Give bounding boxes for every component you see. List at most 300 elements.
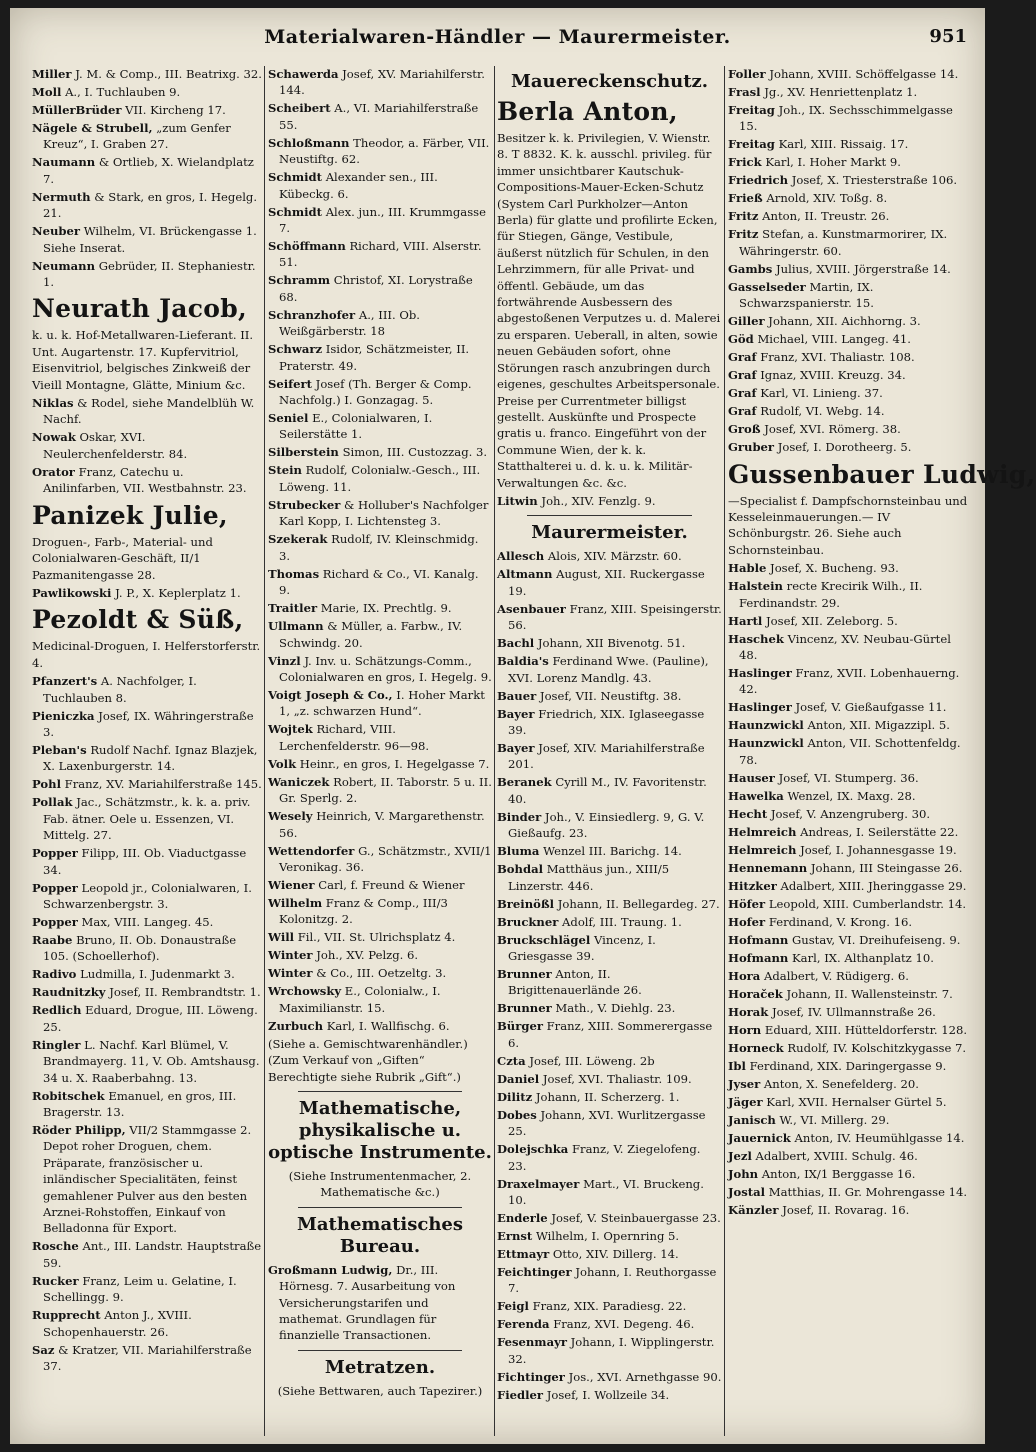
entry-name: Neumann (32, 258, 96, 273)
entry-details: Arnold, XIV. Toßg. 8. (766, 191, 888, 206)
directory-entry (728, 1076, 968, 1092)
directory-entry (497, 601, 722, 634)
directory-entry (32, 585, 262, 601)
column-2 (268, 66, 492, 1436)
directory-entry (728, 1004, 968, 1020)
entry-name: Hable (728, 561, 767, 576)
entry-name: Daniel (497, 1071, 540, 1086)
featured-firm-description: —Specialist f. Dampfschornsteinbau und Kesseleinmauerungen.— IV Schönburgstr. 26. Siehe auch Schornsteinbau. (728, 493, 968, 557)
entry-name: Fritz (728, 227, 759, 242)
directory-entry (268, 965, 492, 981)
directory-entry (728, 806, 968, 822)
entry-details: Josef, II. Rovarag. 16. (782, 1202, 910, 1217)
directory-entry (497, 706, 722, 739)
entry-name: Miller (32, 67, 72, 81)
entry-details: Marie, IX. Prechtlg. 9. (320, 601, 452, 616)
entry-name: Bürger (497, 1019, 543, 1034)
entry-details: Josef, XVI. Römerg. 38. (764, 422, 901, 437)
directory-entry (497, 861, 722, 894)
entry-details: J. P., X. Keplerplatz 1. (115, 585, 241, 600)
directory-entry (32, 102, 262, 118)
entry-details: Anton, VII. Schottenfeldg. 78. (739, 736, 961, 767)
entry-name: Neuber (32, 224, 80, 239)
directory-entry (728, 842, 968, 858)
entry-name: Popper (32, 880, 78, 895)
entry-name: Gambs (728, 261, 773, 276)
directory-entry (268, 756, 492, 772)
entry-details: Richard & Co., VI. Kanalg. 9. (279, 566, 479, 598)
directory-entry (728, 968, 968, 984)
directory-page (10, 8, 1036, 1444)
directory-entry (728, 208, 968, 224)
section-note: (Siehe Bettwaren, auch Tapezirer.) (277, 1383, 483, 1398)
entry-name: Pieniczka (32, 708, 95, 723)
entry-details: Jg., XV. Henriettenplatz 1. (764, 85, 918, 99)
featured-firm-description: Droguen-, Farb-, Material- und Colonialwaren-Geschäft, II/1 Pazmanitengasse 28. (32, 534, 213, 582)
directory-entry (268, 66, 492, 99)
entry-name: Nowak (32, 430, 76, 445)
featured-firm-description: k. u. k. Hof-Metallwaren-Lieferant. II. Unt. Augartenstr. 17. Kupfervitriol, Eisenvitriol, belgisches Zinkweiß der Vieill Montagne, Glätte, Minium &c. (32, 328, 254, 392)
entry-name: Moll (32, 85, 62, 99)
entry-details: & Rodel, siehe Mandelblüh W. Nachf. (43, 396, 255, 427)
directory-entry (497, 688, 722, 704)
directory-entry (497, 1387, 722, 1403)
entry-details: Michael, VIII. Langeg. 41. (757, 332, 911, 347)
entry-details: J. M. & Comp., III. Beatrixg. 32. (75, 67, 262, 81)
entry-details: Anton, X. Senefelderg. 20. (763, 1076, 919, 1091)
entry-name: John (728, 1166, 759, 1181)
entry-details: Wilhelm, VI. Brückengasse 1. Siehe Inserat. (43, 224, 257, 255)
entry-details: Johann, I. Wipplingerstr. 32. (508, 1335, 715, 1366)
directory-entry (268, 204, 492, 237)
entry-name: Dilitz (497, 1089, 533, 1104)
entry-name: Schmidt (268, 170, 322, 185)
entry-details: Alex. jun., III. Krummgasse 7. (279, 204, 486, 236)
column-1 (32, 66, 262, 1436)
entry-details: Josef, II. Rembrandtstr. 1. (109, 985, 261, 1000)
directory-entry (32, 258, 262, 291)
entry-details: Oskar, XVI. Neulerchenfelderstr. 84. (43, 430, 188, 461)
featured-firm-name: Neurath Jacob, (32, 294, 248, 324)
entry-details: Anton, II. Brigittenauerlände 26. (508, 967, 642, 998)
directory-entry (32, 673, 262, 706)
entry-details: Josef, IV. Ullmannstraße 26. (772, 1004, 936, 1019)
entry-details: Ferdinand Wwe. (Pauline), XVI. Lorenz Mandlg. 43. (508, 654, 709, 685)
entry-name: Litwin (497, 493, 538, 508)
directory-entry (32, 932, 262, 965)
directory-entry (32, 1238, 262, 1271)
directory-entry (497, 1246, 722, 1262)
directory-entry (32, 120, 262, 153)
directory-entry (32, 1088, 262, 1121)
directory-entry (32, 189, 262, 222)
entry-name: Schwarz (268, 342, 323, 357)
directory-entry (268, 808, 492, 841)
entry-name: Bohdal (497, 862, 543, 877)
entry-details: Christof, XI. Lorystraße 68. (279, 273, 473, 304)
entry-name: Vinzl (268, 653, 301, 668)
directory-entry (728, 1094, 968, 1110)
entry-name: Gasselseder (728, 279, 806, 294)
entry-details: Joh., XV. Pelzg. 6. (316, 948, 419, 963)
directory-entry (268, 774, 492, 807)
entry-name: Bruckschlägel (497, 932, 591, 947)
directory-entry (32, 395, 262, 428)
section-divider (298, 1350, 462, 1351)
entry-name: Rucker (32, 1273, 79, 1288)
section-heading: Mauereckenschutz. (510, 71, 709, 92)
entry-name: Niklas (32, 396, 74, 411)
entry-details: Josef, III. Löweng. 2b (529, 1053, 655, 1068)
entry-name: Schramm (268, 273, 331, 288)
directory-entry (32, 1002, 262, 1035)
entry-details: Joh., XIV. Fenzlg. 9. (541, 493, 656, 508)
entry-details: Ferdinand, XIX. Daringergasse 9. (749, 1058, 947, 1073)
entry-name: Haslinger (728, 666, 792, 681)
entry-name: Bachl (497, 636, 535, 651)
entry-details: Josef, X. Triesterstraße 106. (791, 173, 958, 188)
directory-entry (268, 1262, 492, 1344)
entry-name: Ferenda (497, 1317, 550, 1332)
directory-entry (728, 788, 968, 804)
entry-name: Breinößl (497, 896, 555, 911)
entry-details: Franz, XV. Mariahilferstraße 145. (64, 777, 262, 792)
entry-details: VII. Kircheng 17. (125, 103, 226, 117)
directory-entry (497, 1107, 722, 1140)
entry-name: Draxelmayer (497, 1176, 580, 1191)
directory-entry (32, 880, 262, 913)
section-divider (298, 1091, 462, 1092)
entry-details: Josef, VII. Neustiftg. 38. (539, 688, 682, 703)
entry-details: Josef (Th. Berger & Comp. Nachfolg.) I. Gonzagag. 5. (279, 376, 472, 408)
entry-details: Martin, IX. Schwarzspanierstr. 15. (739, 279, 874, 311)
entry-details: Josef, X. Bucheng. 93. (770, 561, 899, 576)
entry-details: Andreas, I. Seilerstätte 22. (800, 824, 959, 839)
entry-details: Johann, XII Bivenotg. 51. (537, 636, 686, 651)
entry-name: Ringler (32, 1037, 81, 1052)
entry-details: Anton, IX/1 Berggasse 16. (761, 1166, 916, 1181)
entry-name: Seniel (268, 411, 309, 426)
entry-name: Brunner (497, 967, 552, 981)
entry-name: Pollak (32, 795, 73, 810)
entry-details: Rudolf, VI. Webg. 14. (760, 404, 885, 419)
section-heading: Mathematisches Bureau. (296, 1213, 464, 1257)
entry-name: Silberstein (268, 445, 339, 460)
entry-details: G., Schätzmstr., XVII/1 Veronikag. 36. (279, 843, 492, 874)
entry-name: Pleban's (32, 742, 87, 757)
directory-entry (268, 618, 492, 651)
directory-entry (728, 860, 968, 876)
entry-name: Traitler (268, 601, 318, 616)
entry-details: Robert, II. Taborstr. 5 u. II. Gr. Sperlg. 2. (279, 774, 492, 806)
entry-name: Feichtinger (497, 1265, 572, 1280)
directory-entry (268, 721, 492, 754)
entry-details: Mart., VI. Bruckeng. 10. (508, 1176, 704, 1208)
directory-entry (728, 770, 968, 786)
entry-name: Raabe (32, 932, 73, 947)
entry-name: Wesely (268, 809, 313, 824)
entry-name: Bauer (497, 688, 537, 703)
directory-entry (728, 932, 968, 948)
entry-details: „zum Genfer Kreuz“, I. Graben 27. (43, 121, 231, 152)
featured-firm-name: Pezoldt & Süß, (32, 605, 244, 635)
entry-name: Bluma (497, 844, 540, 859)
entry-name: Jyser (728, 1076, 761, 1091)
entry-name: Groß (728, 422, 761, 437)
entry-details: Josef, XV. Mariahilferstr. 144. (279, 67, 485, 98)
entry-name: Horn (728, 1022, 762, 1037)
entry-details: Vincenz, I. Griesgasse 39. (508, 932, 656, 963)
entry-name: Redlich (32, 1003, 82, 1018)
entry-name: Will (268, 930, 295, 945)
entry-details: Johann, II. Scherzerg. 1. (535, 1089, 680, 1104)
directory-entry (728, 986, 968, 1002)
directory-entry (728, 665, 968, 698)
entry-details: Cyrill M., IV. Favoritenstr. 40. (508, 775, 707, 806)
entry-name: Wilhelm (268, 895, 323, 910)
entry-name: Allesch (497, 549, 545, 564)
entry-details: A., III. Ob. Weißgärberstr. 18 (279, 307, 420, 339)
directory-entry (728, 66, 968, 82)
column-divider (264, 66, 265, 1436)
directory-entry (728, 896, 968, 912)
entry-details: Carl, f. Freund & Wiener (318, 877, 465, 892)
entry-details: E., Colonialwaren, I. Seilerstätte 1. (279, 411, 433, 442)
directory-entry (728, 735, 968, 768)
directory-entry (32, 1342, 262, 1375)
entry-details: Heinrich, V. Margarethenstr. 56. (279, 809, 485, 840)
entry-details: A., I. Tuchlauben 9. (65, 85, 181, 99)
directory-entry (497, 966, 722, 999)
entry-details: Isidor, Schätzmeister, II. Praterstr. 49. (279, 342, 470, 373)
entry-name: Fiedler (497, 1387, 544, 1402)
entry-details: Otto, XIV. Dillerg. 14. (552, 1247, 679, 1262)
directory-entry (32, 1037, 262, 1086)
directory-entry (497, 1334, 722, 1367)
entry-name: Hartl (728, 613, 763, 628)
entry-name: Schöffmann (268, 239, 346, 254)
directory-entry (728, 1112, 968, 1128)
entry-name: Brunner (497, 1001, 552, 1016)
directory-entry (497, 914, 722, 930)
entry-details: Josef, I. Wollzeile 34. (546, 1387, 670, 1402)
entry-details: Adalbert, XIII. Jheringgasse 29. (780, 878, 967, 893)
entry-details: Eduard, Drogue, III. Löweng. 25. (43, 1003, 258, 1034)
entry-details: Anton J., XVIII. Schopenhauerstr. 26. (43, 1308, 192, 1339)
entry-details: Fil., VII. St. Ulrichsplatz 4. (297, 930, 456, 945)
entry-name: Baldia's (497, 654, 549, 669)
entry-details: Franz, XVII. Lobenhauerng. 42. (739, 666, 960, 697)
entry-name: Popper (32, 846, 78, 861)
entry-name: Hitzker (728, 878, 777, 893)
entry-details: Rudolf, IV. Kleinschmidg. 3. (279, 532, 479, 563)
entry-name: Schawerda (268, 67, 339, 81)
entry-details: Bruno, II. Ob. Donaustraße 105. (Schoellerhof). (43, 932, 237, 964)
directory-entry (497, 1000, 722, 1016)
entry-name: Göd (728, 332, 754, 347)
directory-entry (32, 794, 262, 843)
entry-name: Winter (268, 948, 313, 963)
directory-entry (32, 464, 262, 497)
entry-details: Karl, I. Hoher Markt 9. (765, 155, 901, 170)
entry-name: Binder (497, 809, 542, 824)
entry-details: Wenzel, IX. Maxg. 28. (787, 788, 916, 803)
directory-entry (497, 1264, 722, 1297)
directory-entry (728, 1184, 968, 1200)
entry-details: Ludmilla, I. Judenmarkt 3. (80, 967, 235, 982)
entry-details: Alexander sen., III. Kübeckg. 6. (279, 170, 438, 201)
entry-details: Josef, V. Steinbauergasse 23. (551, 1211, 721, 1226)
entry-details: Johann, II. Bellegardeg. 27. (557, 896, 720, 911)
entry-details: Simon, III. Custozzag. 3. (342, 445, 488, 460)
directory-entry (497, 1053, 722, 1069)
directory-entry (268, 169, 492, 202)
entry-name: Janisch (728, 1112, 776, 1127)
entry-name: Schranzhofer (268, 307, 356, 322)
directory-entry (32, 154, 262, 187)
directory-entry (728, 136, 968, 152)
directory-entry (728, 279, 968, 312)
entry-name: Feigl (497, 1299, 529, 1314)
section-note: (Siehe Instrumentenmacher, 2. Mathematische &c.) (288, 1168, 472, 1200)
entry-details: Rudolf Nachf. Ignaz Blazjek, X. Laxenburgerstr. 14. (43, 742, 258, 774)
directory-entry (268, 497, 492, 530)
entry-name: Graf (728, 404, 757, 419)
directory-entry (728, 1202, 968, 1218)
entry-name: Horneck (728, 1040, 784, 1055)
directory-entry (728, 261, 968, 277)
entry-name: Ibl (728, 1058, 746, 1073)
directory-entry (268, 462, 492, 495)
entry-details: recte Krecirik Wilh., II. Ferdinandstr. 29. (739, 579, 923, 610)
entry-name: Pfanzert's (32, 674, 98, 689)
directory-entry (728, 824, 968, 840)
directory-entry (728, 439, 968, 455)
entry-name: Halstein (728, 579, 783, 594)
directory-entry (728, 367, 968, 383)
entry-name: Haslinger (728, 700, 792, 715)
directory-entry (497, 1316, 722, 1332)
entry-details: Matthäus jun., XIII/5 Linzerstr. 446. (508, 862, 670, 893)
entry-details: & Co., III. Oetzeltg. 3. (316, 966, 447, 981)
directory-entry (32, 223, 262, 256)
entry-name: Popper (32, 914, 78, 929)
entry-name: Szekerak (268, 532, 328, 547)
entry-details: & Ortlieb, X. Wielandplatz 7. (43, 155, 254, 186)
entry-details: Josef, XIV. Mariahilferstraße 201. (508, 740, 705, 772)
directory-entry (268, 895, 492, 928)
entry-name: Känzler (728, 1202, 779, 1217)
directory-entry (497, 635, 722, 651)
entry-details: Karl, VI. Linieng. 37. (760, 386, 883, 401)
directory-entry (268, 877, 492, 893)
entry-name: Schmidt (268, 204, 322, 219)
entry-name: MüllerBrüder (32, 103, 122, 117)
section-heading: Metratzen. (324, 1356, 436, 1378)
entry-details: Franz, XVI. Thaliastr. 108. (760, 350, 915, 365)
entry-name: Winter (268, 966, 313, 981)
directory-entry (32, 742, 262, 775)
entry-details: Josef, I. Dorotheerg. 5. (777, 440, 912, 455)
directory-entry (728, 421, 968, 437)
entry-name: Wojtek (268, 722, 313, 737)
directory-entry (268, 947, 492, 963)
entry-details: Gustav, VI. Dreihufeiseng. 9. (792, 932, 961, 947)
directory-entry (728, 1148, 968, 1164)
entry-details: & Kratzer, VII. Mariahilferstraße 37. (43, 1342, 252, 1374)
entry-details: Julius, XVIII. Jörgerstraße 14. (776, 261, 951, 276)
directory-entry (728, 950, 968, 966)
entry-name: Höfer (728, 896, 766, 911)
directory-entry (32, 1307, 262, 1340)
directory-entry (268, 272, 492, 305)
directory-entry (268, 843, 492, 876)
entry-details: Wilhelm, I. Opernring 5. (535, 1229, 680, 1244)
directory-entry (728, 313, 968, 329)
entry-details: Rudolf, IV. Kolschitzkygasse 7. (787, 1040, 967, 1055)
directory-entry (497, 566, 722, 599)
directory-entry (32, 429, 262, 462)
entry-name: Bayer (497, 740, 535, 755)
directory-entry (728, 349, 968, 365)
directory-entry (268, 566, 492, 599)
directory-entry (728, 1130, 968, 1146)
directory-entry (32, 966, 262, 982)
directory-entry (268, 929, 492, 945)
directory-entry (728, 1022, 968, 1038)
page-header (10, 26, 985, 56)
directory-entry (728, 717, 968, 733)
entry-name: Bruckner (497, 914, 559, 929)
entry-details: Karl, I. Wallfischg. 6. (326, 1018, 450, 1033)
entry-name: Hofmann (728, 932, 789, 947)
directory-entry (268, 687, 492, 720)
entry-details: Leopold jr., Colonialwaren, I. Schwarzenbergstr. 3. (43, 880, 252, 911)
directory-entry (728, 699, 968, 715)
directory-entry (497, 1228, 722, 1244)
directory-entry (728, 403, 968, 419)
directory-entry (728, 331, 968, 347)
entry-details: I. Hoher Markt 1, „z. schwarzen Hund“. (279, 687, 485, 719)
directory-entry (497, 1141, 722, 1174)
column-divider (494, 66, 495, 1436)
entry-details: Adolf, III. Traung. 1. (562, 914, 682, 929)
entry-details: Ferdinand, V. Krong. 16. (768, 914, 913, 929)
directory-entry (728, 578, 968, 611)
entry-name: Pohl (32, 777, 61, 792)
entry-details: Heinr., en gros, I. Hegelgasse 7. (299, 756, 490, 771)
entry-details: Rudolf, Colonialw.-Gesch., III. Löweng. 11. (279, 463, 481, 494)
entry-name: Raudnitzky (32, 985, 106, 1000)
entry-name: Wettendorfer (268, 843, 355, 858)
entry-details: Gebrüder, II. Stephaniestr. 1. (43, 258, 256, 290)
entry-details: & Müller, a. Farbw., IV. Schwindg. 20. (279, 619, 463, 650)
entry-details: Ignaz, XVIII. Kreuzg. 34. (760, 368, 906, 383)
entry-details: Joh., IX. Sechsschimmelgasse 15. (739, 103, 953, 134)
entry-name: Röder Philipp, (32, 1123, 126, 1137)
section-heading: Mathematische, physikalische u. optische Instrumente. (268, 1097, 492, 1163)
entry-name: Rosche (32, 1239, 79, 1254)
entry-name: Graf (728, 368, 757, 383)
directory-entry (497, 774, 722, 807)
directory-entry (497, 1176, 722, 1209)
section-divider (527, 515, 692, 516)
entry-details: Theodor, a. Färber, VII. Neustiftg. 62. (279, 135, 490, 167)
entry-details: Josef, XVI. Thaliastr. 109. (542, 1071, 692, 1086)
entry-name: Thomas (268, 566, 320, 581)
directory-entry (268, 307, 492, 340)
directory-entry (728, 84, 968, 100)
